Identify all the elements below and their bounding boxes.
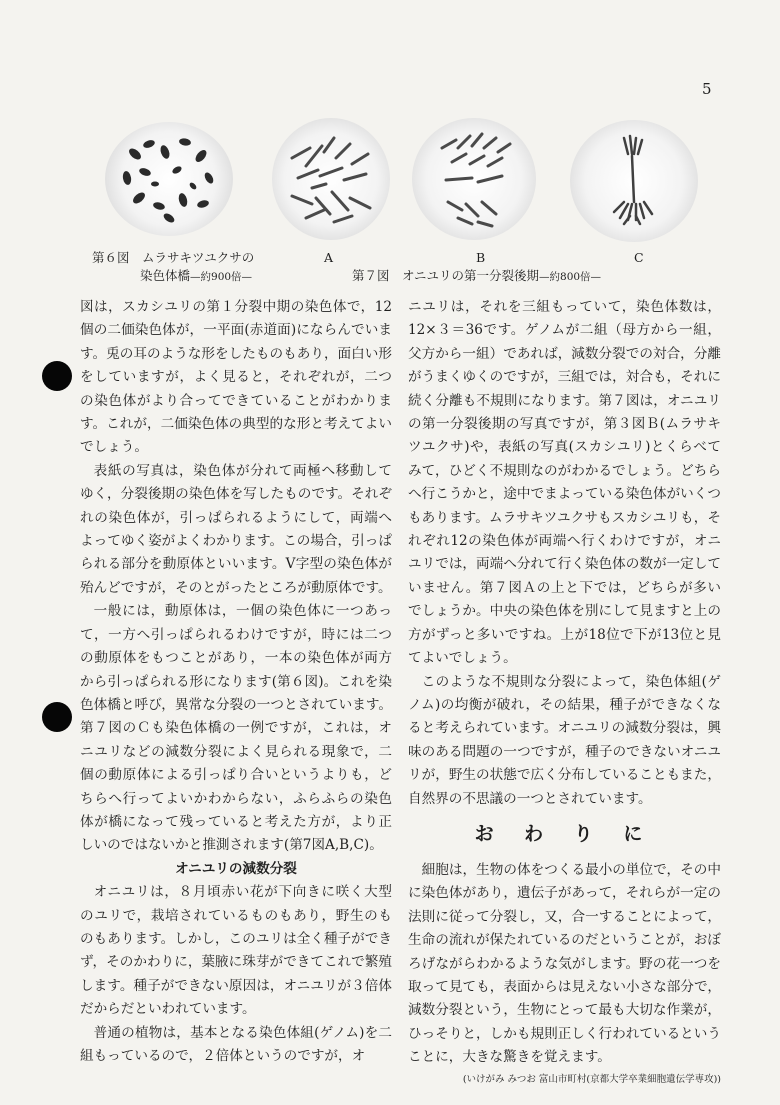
figure-7-caption — [352, 267, 601, 286]
figure-6-caption-subtitle: 染色体橋 — [140, 268, 191, 283]
section-heading-oniyuri: オニユリの減数分裂 — [175, 860, 297, 877]
figure-6-caption — [92, 249, 254, 286]
figure-7c-micrograph — [570, 120, 698, 242]
punch-hole-top — [42, 361, 72, 391]
figure-7-magnification: —約800倍— — [539, 271, 602, 283]
figure-7a-micrograph — [272, 118, 390, 240]
figure-7-panel-b-label: B — [476, 250, 486, 265]
figure-6-micrograph — [105, 122, 233, 236]
left-paragraph-3: 一般には，動原体は，一個の染色体に一つあって，一方へ引っぱられるわけですが，時には二つの動原体をもつことがあり，一本の染色体が両方から引っぱられる形になります(第６図)。これを染色体橋と呼び，異常な分裂の一つとされています。第７図のＣも染色体橋の一例ですが，これは，オニユリなどの減数分裂によく見られる現象で，二個の動原体による引っぱり合いというよりも，どちらへ行ってよいかわからない，ふらふらの染色体が橋になって残っていると考えた方が，より正しいのではないかと推測されます(第7図A,B,C)。 — [80, 603, 392, 854]
figure-7-panel-c-label: C — [634, 250, 644, 265]
right-paragraph-1: ニユリは，それを三組もっていて，染色体数は，12×３＝36です。ゲノムが二組（母方から一組，父方から一組）であれば，減数分裂での対合，分離がうまくゆくのですが，三組では，対合も，それに続く分離も不規則になります。第７図は，オニユリの第一分裂後期の写真ですが，第３図Ｂ(ムラサキツユクサ)や，表紙の写真(スカシユリ)とくらべてみて，ひどく不規則なのがわかるでしょう。どちらへ行こうかと，途中でまよっている染色体がいくつもあります。ムラサキツユクサもスカシユリも，それぞれ12の染色体が両端へ行くわけですが，オニユリでは，両端へ分れて行く染色体の数が一定していません。第７図Ａの上と下では，どちらが多いでしょうか。中央の染色体を別にして見ますと上の方がずっと多いですね。上が18位で下が13位と見てよいでしょう。 — [408, 299, 721, 667]
figure-6-magnification: —約900倍— — [190, 271, 253, 283]
author-affiliation: (いけがみ みつお 富山市町村(京都大学卒業細胞遺伝学専攻)) — [462, 1073, 721, 1085]
figure-7-caption-title: 第７図 オニユリの第一分裂後期 — [352, 268, 540, 283]
page-number: 5 — [702, 80, 712, 98]
right-paragraph-3: 細胞は，生物の体をつくる最小の単位で，その中に染色体があり，遺伝子があって，それらが一定の法則に従って分裂し，又，合一することによって，生命の流れが保たれているのだということが，おぼろげながらわかるような気がします。野の花一つを取って見ても，表面からは見えない小さな部分で，減数分裂という，生物にとって最も大切な作業が，ひっそりと，しかも規則正しく行われているということに，大きな驚きを覚えます。 — [408, 861, 721, 1066]
left-column — [80, 296, 392, 1068]
left-paragraph-4: オニユリは，８月頃赤い花が下向きに咲く大型のユリで，栽培されているものもあり，野生のものもあります。しかし，このユリは全く種子ができず，そのかわりに，葉腋に珠芽ができてこれで繁殖します。種子ができない原因は，オニユリが３倍体だからだといわれています。 — [80, 884, 392, 1018]
left-paragraph-2: 表紙の写真は，染色体が分れて両極へ移動してゆく，分裂後期の染色体を写したものです。それぞれの染色体が，引っぱられるようにして，両端へよってゆく姿がよくわかります。この場合，引っぱられる部分を動原体といいます。V字型の染色体が殆んどですが，そのとがったところが動原体です。 — [80, 462, 392, 596]
figure-7b-micrograph — [412, 118, 536, 240]
left-paragraph-5: 普通の植物は，基本となる染色体組(ゲノム)を二組もっているので，２倍体というのですが，オ — [80, 1024, 392, 1064]
figure-7-panel-a-label: A — [324, 250, 334, 265]
left-paragraph-1: 図は，スカシユリの第１分裂中期の染色体で，12個の二価染色体が，一平面(赤道面)にならんでいます。兎の耳のような形をしたものもあり，面白い形をしていますが，よく見ると，それぞれが，二つの染色体がより合ってできていることがわかります。これが，二価染色体の典型的な形と考えてよいでしょう。 — [80, 299, 392, 456]
right-column — [408, 296, 721, 1088]
punch-hole-bottom — [42, 702, 72, 732]
figure-6-caption-title: 第６図 ムラサキツユクサの — [92, 250, 255, 265]
section-heading-owarini: お わ り に — [474, 822, 655, 845]
right-paragraph-2: このような不規則な分裂によって，染色体組(ゲノム)の均衡が破れ，その結果，種子ができなくなると考えられています。オニユリの減数分裂は，興味のある問題の一つですが，種子のできないオニユリが，野生の状態で広く分布していることもまた，自然界の不思議の一つとされています。 — [408, 673, 721, 807]
